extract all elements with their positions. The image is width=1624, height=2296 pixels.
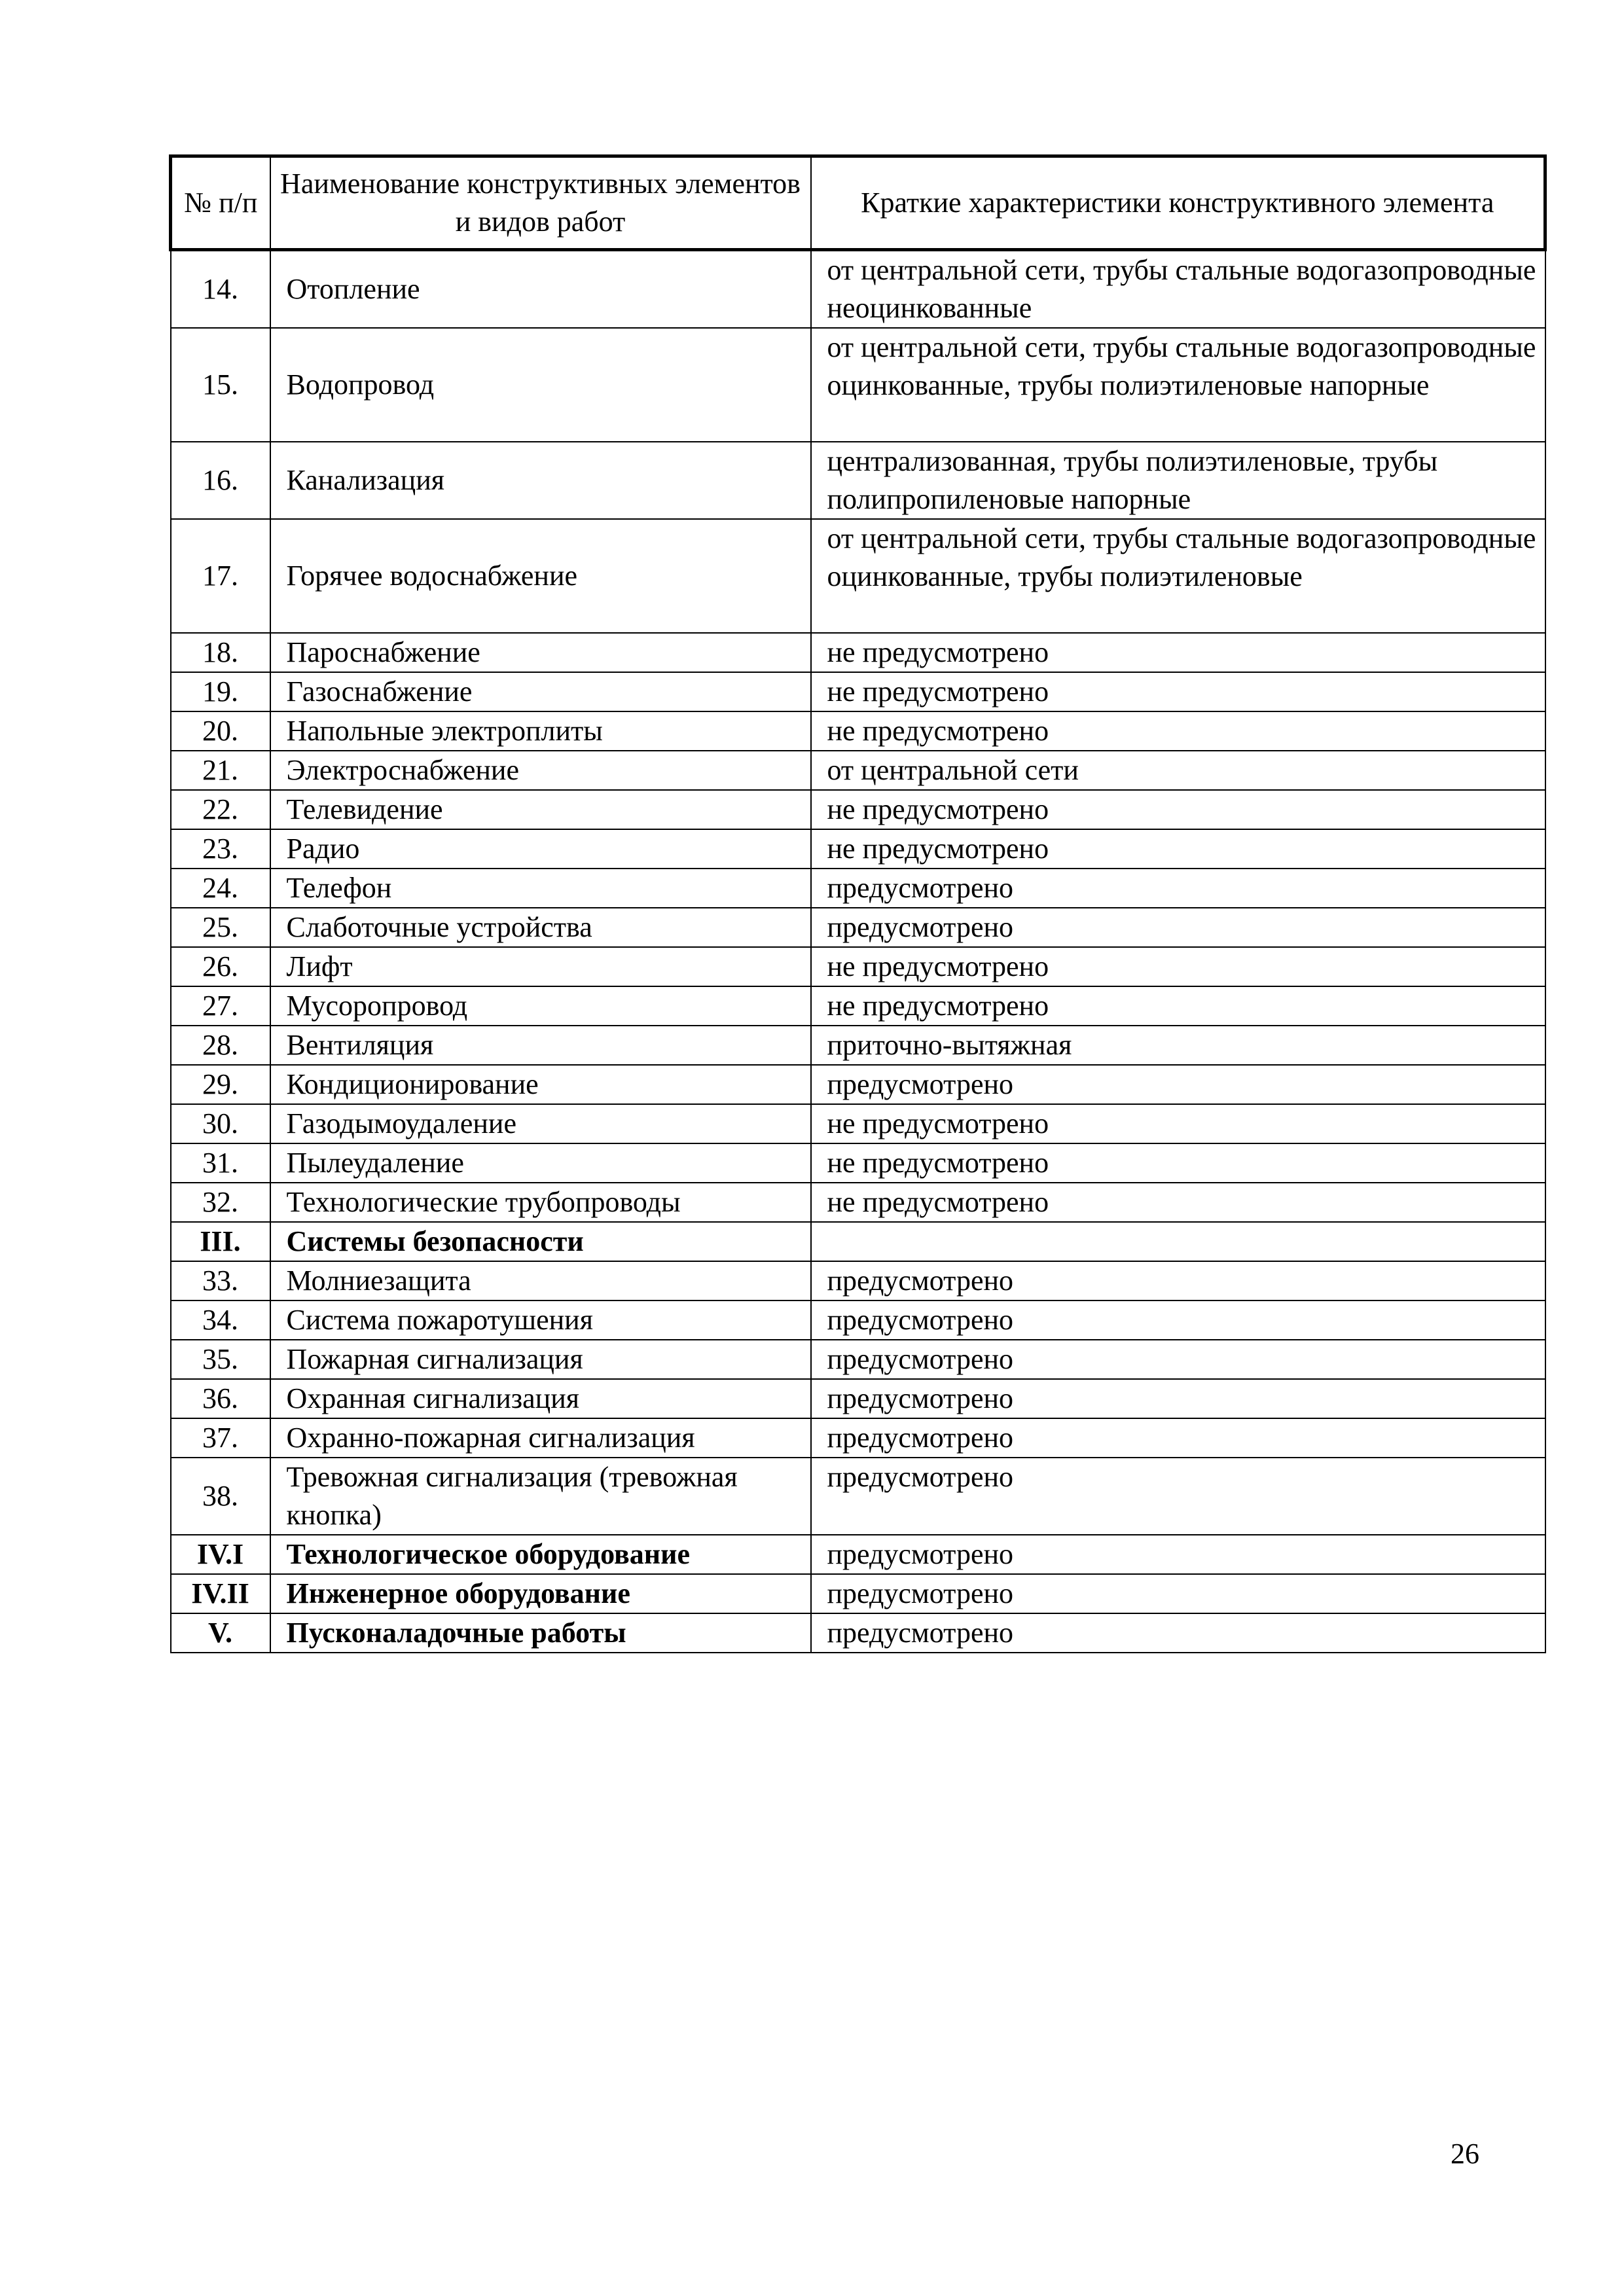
element-characteristics: предусмотрено bbox=[811, 1418, 1545, 1458]
table-row bbox=[171, 1300, 1545, 1340]
element-characteristics: не предусмотрено bbox=[811, 633, 1545, 672]
row-number: 33. bbox=[171, 1261, 270, 1300]
element-characteristics: не предусмотрено bbox=[811, 1183, 1545, 1222]
row-number: IV.II bbox=[171, 1574, 270, 1613]
table-row bbox=[171, 1026, 1545, 1065]
row-number: 36. bbox=[171, 1379, 270, 1418]
element-name: Радио bbox=[270, 829, 811, 869]
element-characteristics: предусмотрено bbox=[811, 1261, 1545, 1300]
row-number: 27. bbox=[171, 986, 270, 1026]
row-number: 31. bbox=[171, 1143, 270, 1183]
element-characteristics: предусмотрено bbox=[811, 1574, 1545, 1613]
row-number: 21. bbox=[171, 751, 270, 790]
table-row bbox=[171, 672, 1545, 711]
row-number: 24. bbox=[171, 869, 270, 908]
element-characteristics: не предусмотрено bbox=[811, 790, 1545, 829]
table-row bbox=[171, 519, 1545, 633]
element-name: Газоснабжение bbox=[270, 672, 811, 711]
row-number: 35. bbox=[171, 1340, 270, 1379]
element-characteristics: не предусмотрено bbox=[811, 711, 1545, 751]
row-number: 14. bbox=[171, 250, 270, 329]
row-number: 19. bbox=[171, 672, 270, 711]
element-characteristics: не предусмотрено bbox=[811, 829, 1545, 869]
element-name: Пылеудаление bbox=[270, 1143, 811, 1183]
table-row bbox=[171, 1104, 1545, 1143]
element-name: Пароснабжение bbox=[270, 633, 811, 672]
table-row bbox=[171, 442, 1545, 519]
element-characteristics: не предусмотрено bbox=[811, 947, 1545, 986]
element-name: Пусконаладочные работы bbox=[270, 1613, 811, 1653]
page-number: 26 bbox=[1451, 2138, 1479, 2170]
row-number: 30. bbox=[171, 1104, 270, 1143]
table-header-row bbox=[171, 156, 1545, 250]
element-name: Слаботочные устройства bbox=[270, 908, 811, 947]
element-name: Молниезащита bbox=[270, 1261, 811, 1300]
element-name: Горячее водоснабжение bbox=[270, 519, 811, 633]
element-name: Охранно-пожарная сигнализация bbox=[270, 1418, 811, 1458]
row-number: 37. bbox=[171, 1418, 270, 1458]
element-characteristics: от центральной сети, трубы стальные водогазопроводные неоцинкованные bbox=[811, 250, 1545, 329]
row-number: 32. bbox=[171, 1183, 270, 1222]
table-row bbox=[171, 908, 1545, 947]
element-name: Инженерное оборудование bbox=[270, 1574, 811, 1613]
row-number: 16. bbox=[171, 442, 270, 519]
element-name: Напольные электроплиты bbox=[270, 711, 811, 751]
element-characteristics: предусмотрено bbox=[811, 1613, 1545, 1653]
row-number: 23. bbox=[171, 829, 270, 869]
table-header bbox=[171, 156, 1545, 250]
table-row bbox=[171, 790, 1545, 829]
element-characteristics bbox=[811, 1222, 1545, 1261]
element-name: Телефон bbox=[270, 869, 811, 908]
table-body bbox=[171, 250, 1545, 1653]
element-name: Электроснабжение bbox=[270, 751, 811, 790]
element-name: Газодымоудаление bbox=[270, 1104, 811, 1143]
table-row bbox=[171, 986, 1545, 1026]
element-characteristics: предусмотрено bbox=[811, 1458, 1545, 1535]
row-number: 18. bbox=[171, 633, 270, 672]
table-row bbox=[171, 751, 1545, 790]
element-characteristics: не предусмотрено bbox=[811, 672, 1545, 711]
table-row bbox=[171, 711, 1545, 751]
structural-elements-table bbox=[169, 154, 1547, 1653]
table-row bbox=[171, 1379, 1545, 1418]
table-row bbox=[171, 1065, 1545, 1104]
table-row bbox=[171, 1261, 1545, 1300]
element-characteristics: предусмотрено bbox=[811, 1379, 1545, 1418]
element-characteristics: централизованная, трубы полиэтиленовые, трубы полипропиленовые напорные bbox=[811, 442, 1545, 519]
element-characteristics: от центральной сети, трубы стальные водогазопроводные оцинкованные, трубы полиэтиленовые напорные bbox=[811, 328, 1545, 442]
table-row bbox=[171, 1340, 1545, 1379]
element-name: Лифт bbox=[270, 947, 811, 986]
element-characteristics: от центральной сети, трубы стальные водогазопроводные оцинкованные, трубы полиэтиленовые bbox=[811, 519, 1545, 633]
row-number: 17. bbox=[171, 519, 270, 633]
element-name: Охранная сигнализация bbox=[270, 1379, 811, 1418]
column-header-name: Наименование конструктивных элементов и видов работ bbox=[270, 156, 811, 250]
element-name: Система пожаротушения bbox=[270, 1300, 811, 1340]
element-name: Канализация bbox=[270, 442, 811, 519]
element-characteristics: предусмотрено bbox=[811, 869, 1545, 908]
table-row bbox=[171, 250, 1545, 329]
element-name: Технологическое оборудование bbox=[270, 1535, 811, 1574]
row-number: 34. bbox=[171, 1300, 270, 1340]
table-row bbox=[171, 947, 1545, 986]
element-characteristics: не предусмотрено bbox=[811, 1143, 1545, 1183]
table-row bbox=[171, 1535, 1545, 1574]
column-header-description: Краткие характеристики конструктивного элемента bbox=[811, 156, 1545, 250]
element-name: Отопление bbox=[270, 250, 811, 329]
element-characteristics: приточно-вытяжная bbox=[811, 1026, 1545, 1065]
element-characteristics: предусмотрено bbox=[811, 1340, 1545, 1379]
row-number: 15. bbox=[171, 328, 270, 442]
row-number: 38. bbox=[171, 1458, 270, 1535]
row-number: 20. bbox=[171, 711, 270, 751]
element-name: Технологические трубопроводы bbox=[270, 1183, 811, 1222]
table-row bbox=[171, 1458, 1545, 1535]
element-name: Тревожная сигнализация (тревожная кнопка) bbox=[270, 1458, 811, 1535]
row-number: 29. bbox=[171, 1065, 270, 1104]
row-number: IV.I bbox=[171, 1535, 270, 1574]
element-name: Водопровод bbox=[270, 328, 811, 442]
table-row bbox=[171, 829, 1545, 869]
row-number: 26. bbox=[171, 947, 270, 986]
table-row bbox=[171, 633, 1545, 672]
table-row bbox=[171, 1143, 1545, 1183]
table-row bbox=[171, 1222, 1545, 1261]
element-name: Вентиляция bbox=[270, 1026, 811, 1065]
element-characteristics: не предусмотрено bbox=[811, 1104, 1545, 1143]
element-name: Системы безопасности bbox=[270, 1222, 811, 1261]
table-row bbox=[171, 1418, 1545, 1458]
element-characteristics: не предусмотрено bbox=[811, 986, 1545, 1026]
element-characteristics: предусмотрено bbox=[811, 1065, 1545, 1104]
element-characteristics: от центральной сети bbox=[811, 751, 1545, 790]
row-number: V. bbox=[171, 1613, 270, 1653]
row-number: 28. bbox=[171, 1026, 270, 1065]
table-row bbox=[171, 1183, 1545, 1222]
element-name: Пожарная сигнализация bbox=[270, 1340, 811, 1379]
element-name: Телевидение bbox=[270, 790, 811, 829]
element-characteristics: предусмотрено bbox=[811, 1535, 1545, 1574]
element-characteristics: предусмотрено bbox=[811, 1300, 1545, 1340]
element-name: Кондиционирование bbox=[270, 1065, 811, 1104]
table-row bbox=[171, 1613, 1545, 1653]
row-number: 25. bbox=[171, 908, 270, 947]
element-characteristics: предусмотрено bbox=[811, 908, 1545, 947]
table-row bbox=[171, 869, 1545, 908]
row-number: III. bbox=[171, 1222, 270, 1261]
row-number: 22. bbox=[171, 790, 270, 829]
table-row bbox=[171, 328, 1545, 442]
table-row bbox=[171, 1574, 1545, 1613]
element-name: Мусоропровод bbox=[270, 986, 811, 1026]
column-header-number: № п/п bbox=[171, 156, 270, 250]
